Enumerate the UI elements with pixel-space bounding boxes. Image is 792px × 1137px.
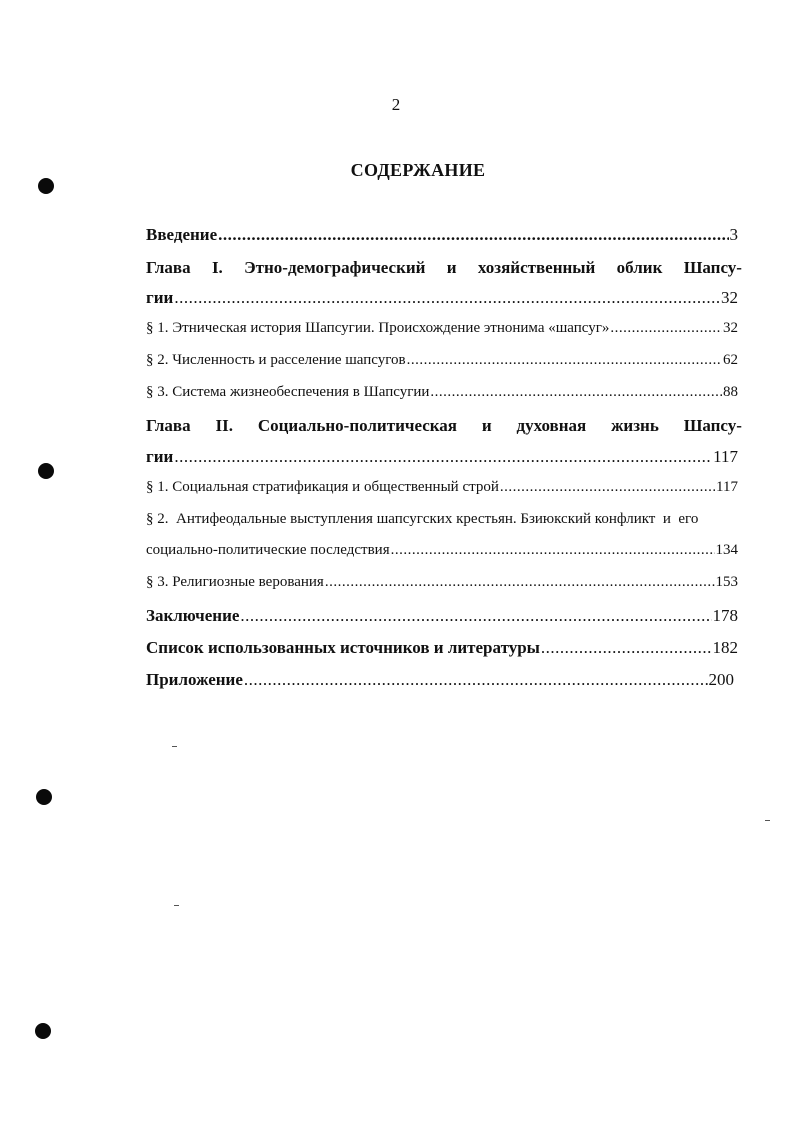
toc-page-number: 62 bbox=[723, 352, 738, 368]
toc-entry-ch2-s2-line2[interactable] bbox=[146, 542, 738, 566]
chapter-word: и bbox=[446, 258, 457, 277]
toc-entry-label: гии bbox=[146, 288, 174, 307]
toc-entry-label: Введение bbox=[146, 225, 218, 244]
toc-page-number: 32 bbox=[723, 320, 738, 336]
chapter-word: I. bbox=[211, 258, 223, 277]
toc-entry-label: § 2. Численность и расселение шапсугов bbox=[146, 352, 406, 368]
toc-page-number: 117 bbox=[713, 447, 738, 466]
toc-entry-intro[interactable] bbox=[146, 225, 738, 249]
toc-leader-dots bbox=[391, 542, 715, 559]
toc-leader-dots bbox=[610, 320, 722, 337]
toc-chapter-2-line2[interactable] bbox=[146, 447, 738, 471]
chapter-word: жизнь bbox=[611, 416, 659, 435]
toc-page-number: 88 bbox=[723, 384, 738, 400]
toc-leader-dots bbox=[174, 447, 712, 467]
toc-leader-dots bbox=[500, 479, 715, 496]
toc-entry-label: Список использованных источников и литературы bbox=[146, 638, 540, 657]
toc-chapter-1-line1[interactable] bbox=[146, 258, 742, 282]
toc-entry-conclusion[interactable] bbox=[146, 606, 738, 630]
chapter-word: Социально-политическая bbox=[257, 416, 457, 435]
toc-chapter-2-line1[interactable] bbox=[146, 416, 742, 440]
toc-leader-dots bbox=[244, 670, 708, 690]
toc-leader-dots bbox=[541, 638, 712, 658]
page-title: СОДЕРЖАНИЕ bbox=[350, 160, 486, 180]
binder-hole-mark bbox=[38, 463, 54, 479]
toc-page-number: 117 bbox=[716, 479, 738, 495]
chapter-word: Глава bbox=[146, 258, 191, 277]
toc-entry-label: Заключение bbox=[146, 606, 240, 625]
chapter-word: Этно-демографический bbox=[244, 258, 426, 277]
toc-entry-ch1-s1[interactable] bbox=[146, 320, 738, 344]
chapter-word: Глава bbox=[146, 416, 191, 435]
toc-leader-dots bbox=[218, 225, 728, 245]
toc-leader-dots bbox=[174, 288, 720, 308]
chapter-word: духовная bbox=[516, 416, 587, 435]
toc-leader-dots bbox=[430, 384, 722, 401]
toc-entry-ch1-s2[interactable] bbox=[146, 352, 738, 376]
toc-entry-label: § 2. Антифеодальные выступления шапсугских крестьян. Бзиюкский конфликт и его bbox=[146, 511, 699, 527]
chapter-word: Шапсу- bbox=[683, 258, 742, 277]
toc-entry-ch2-s1[interactable] bbox=[146, 479, 738, 503]
toc-entry-label: гии bbox=[146, 447, 174, 466]
toc-page-number: 178 bbox=[712, 606, 738, 625]
chapter-word: хозяйственный bbox=[477, 258, 596, 277]
toc-page-number: 32 bbox=[721, 288, 738, 307]
toc-page-number: 182 bbox=[712, 638, 738, 657]
toc-entry-ch1-s3[interactable] bbox=[146, 384, 738, 408]
chapter-word: и bbox=[481, 416, 492, 435]
toc-entry-label: социально-политические последствия bbox=[146, 542, 390, 558]
chapter-word: облик bbox=[616, 258, 663, 277]
binder-hole-mark bbox=[35, 1023, 51, 1039]
toc-leader-dots bbox=[407, 352, 722, 369]
chapter-word: II. bbox=[215, 416, 233, 435]
toc-entry-ch2-s3[interactable] bbox=[146, 574, 738, 598]
toc-leader-dots bbox=[240, 606, 711, 626]
toc-entry-label: § 1. Социальная стратификация и общественный строй bbox=[146, 479, 499, 495]
toc-page-number: 153 bbox=[715, 574, 738, 590]
toc-entry-sources[interactable] bbox=[146, 638, 738, 662]
scan-speck bbox=[174, 905, 179, 906]
scan-speck bbox=[172, 746, 177, 747]
toc-entry-label: § 1. Этническая история Шапсугии. Происхождение этнонима «шапсуг» bbox=[146, 320, 610, 336]
toc-entry-label: § 3. Система жизнеобеспечения в Шапсугии bbox=[146, 384, 430, 400]
binder-hole-mark bbox=[36, 789, 52, 805]
scan-speck bbox=[765, 820, 770, 821]
toc-entry-label: Приложение bbox=[146, 670, 243, 689]
page-number: 2 bbox=[391, 95, 401, 114]
toc-chapter-1-line2[interactable] bbox=[146, 288, 738, 312]
toc-page-number: 134 bbox=[715, 542, 738, 558]
toc-entry-ch2-s2-line1[interactable] bbox=[146, 511, 742, 535]
toc-entry-appendix[interactable] bbox=[146, 670, 734, 694]
toc-page-number: 3 bbox=[729, 225, 738, 244]
toc-leader-dots bbox=[325, 574, 715, 591]
toc-entry-label: § 3. Религиозные верования bbox=[146, 574, 324, 590]
toc-page-number: 200 bbox=[708, 670, 734, 689]
chapter-word: Шапсу- bbox=[683, 416, 742, 435]
